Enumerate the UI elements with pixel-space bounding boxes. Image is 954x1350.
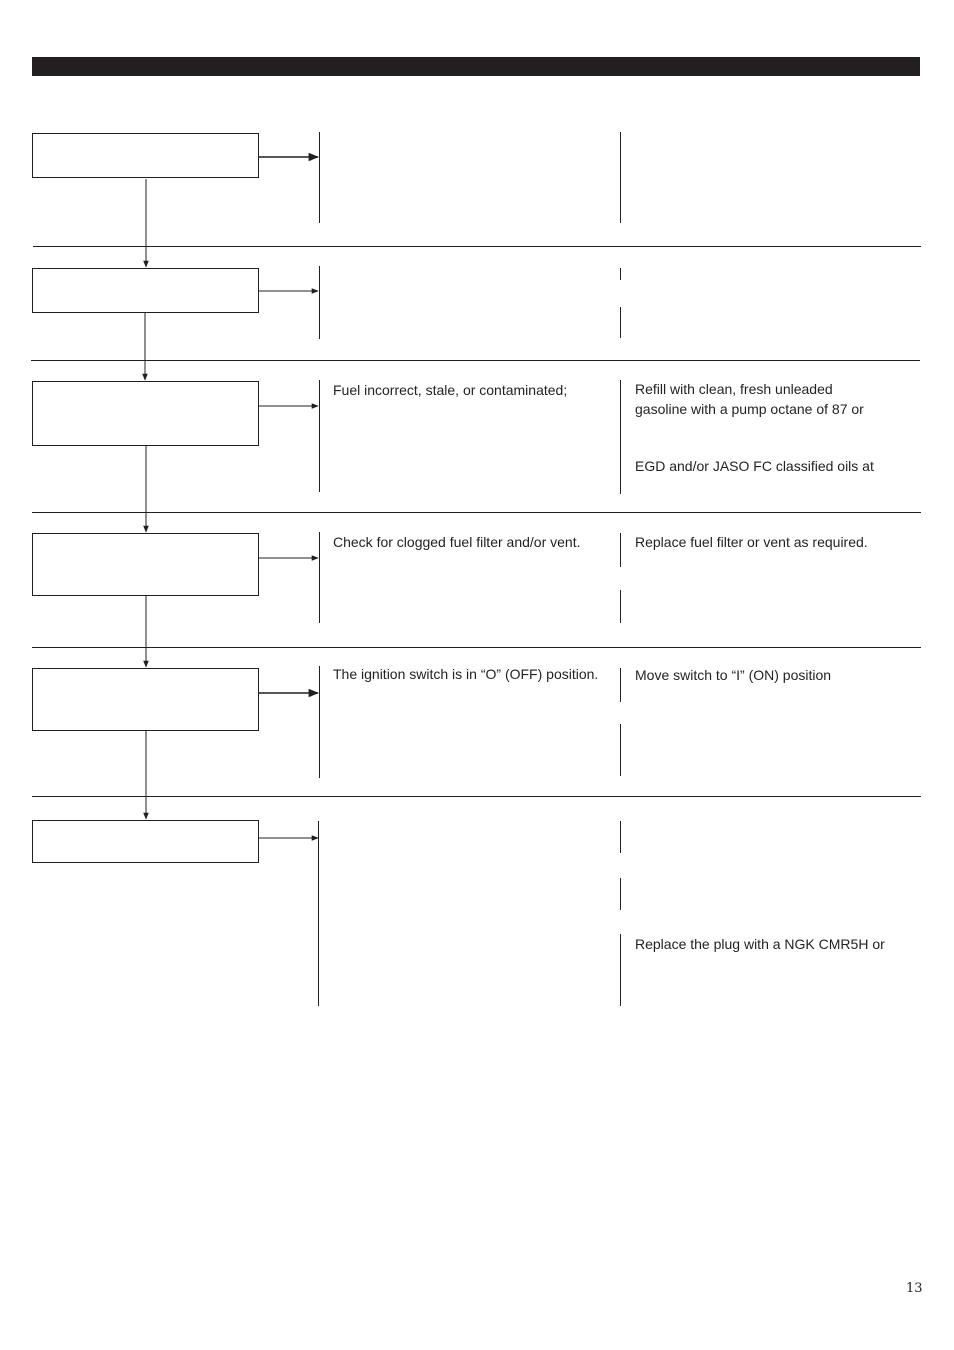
remedy-text: Refill with clean, fresh unleaded	[635, 381, 833, 397]
remedy-text: gasoline with a pump octane of 87 or	[635, 401, 864, 417]
page-number: 13	[906, 1281, 923, 1296]
cause-text: Fuel incorrect, stale, or contaminated;	[333, 382, 568, 398]
remedy-text: Replace fuel filter or vent as required.	[635, 534, 868, 550]
remedy-text: EGD and/or JASO FC classified oils at	[635, 458, 874, 474]
remedy-text: Replace the plug with a NGK CMR5H or	[635, 936, 885, 952]
cause-text: Check for clogged fuel filter and/or vent.	[333, 534, 581, 550]
remedy-text: Move switch to “I” (ON) position	[635, 667, 832, 683]
cause-text: The ignition switch is in “O” (OFF) position.	[333, 666, 599, 682]
